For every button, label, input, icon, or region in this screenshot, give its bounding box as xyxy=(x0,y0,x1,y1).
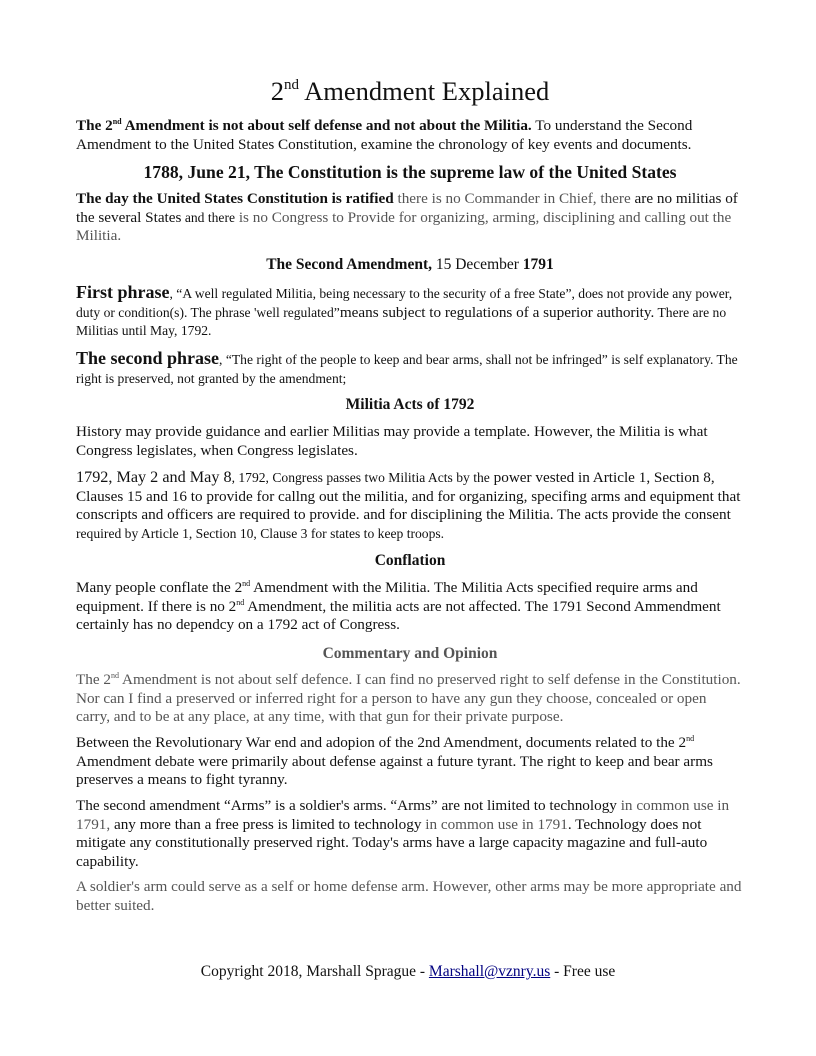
conflation-text-3: Amendment, the militia acts are not affected. The 1791 Second Ammendment certainly has no dependcy on a 1792 act of Congress. xyxy=(76,597,721,634)
militia-1792-text-3: required by Article 1, Section 10, Clause 3 xyxy=(76,525,308,541)
revolution-text-1: Between the Revolutionary War end and adopion of the 2nd Amendment, documents related to the 2 xyxy=(76,734,687,751)
arms-text-2: any more than a free press is limited to technology xyxy=(110,815,422,833)
first-phrase-paragraph xyxy=(76,283,744,341)
self-defence-superscript: nd xyxy=(111,671,120,680)
militia-1792-text-1: , 1792, Congress passes two Militia Acts by the xyxy=(231,470,490,485)
militia-1792-text-2: power vested in Article 1, Section 8, Clauses 15 and 16 to provide for callng out the militia, and for organizing, specifing arms and equipment that conscripts and officers are required to provide. and for disciplining the Militia. The acts provide the consent xyxy=(76,469,741,524)
title-text: 2 xyxy=(270,76,284,106)
conflation-text-1: Many people conflate the 2 xyxy=(76,579,243,596)
ratified-text-1: there is no Commander in Chief, there xyxy=(393,190,631,207)
self-defence-paragraph xyxy=(76,671,744,727)
heading-1788: 1788, June 21, The Constitution is the supreme law of the United States xyxy=(143,162,677,182)
second-phrase-lead: The second phrase xyxy=(76,348,220,368)
footer xyxy=(0,962,816,982)
arms-gray-1: in common use in 1791, xyxy=(76,797,730,833)
intro-superscript: nd xyxy=(112,117,122,126)
first-phrase-lead: First phrase xyxy=(76,282,170,302)
conflation-superscript-2: nd xyxy=(236,597,245,607)
first-phrase-text-3: There are no Militias until May, 1792. xyxy=(76,304,727,339)
intro-paragraph xyxy=(76,117,744,154)
heading-militia-acts: Militia Acts of 1792 xyxy=(345,396,475,413)
self-defence-text-1: The 2 xyxy=(76,671,112,688)
history-paragraph: History may provide guidance and earlier Militias may provide a template. However, the Militia is what Congress legislates, when Congress legislates. xyxy=(76,423,708,459)
ratified-text-2: are no militias of the several States xyxy=(76,190,738,226)
revolution-text-2: Amendment debate were primarily about defense against a future tyrant. The right to keep and bear arms preserves a means to fight tyranny. xyxy=(76,752,713,789)
footer-free-use: - Free use xyxy=(550,963,616,980)
ratified-bold: The day the United States Constitution is ratified xyxy=(76,190,394,207)
second-phrase-paragraph xyxy=(76,349,744,388)
footer-copyright: Copyright 2018, Marshall Sprague - xyxy=(200,963,429,980)
conflation-paragraph xyxy=(76,579,744,635)
title-superscript: nd xyxy=(284,77,299,93)
heading-second-year: 1791 xyxy=(522,256,554,273)
first-phrase-text-2: means subject to regulations of a superior authority. xyxy=(339,303,655,321)
revolution-superscript: nd xyxy=(686,734,695,743)
militia-1792-paragraph xyxy=(76,468,744,543)
first-phrase-text-1: , “A well regulated Militia, being necessary to the security of a free State”, does not provide any power, duty or condition(s). The phrase 'well regulated” xyxy=(76,286,733,320)
heading-conflation: Conflation xyxy=(374,552,446,569)
heading-second-amendment xyxy=(76,255,744,275)
heading-second-bold: The Second Amendment, xyxy=(266,256,432,273)
heading-commentary: Commentary and Opinion xyxy=(322,645,498,662)
arms-paragraph xyxy=(76,797,744,871)
militia-1792-lead: 1792, May 2 and May 8 xyxy=(76,468,232,486)
ratified-text-4: is no Congress to Provide for organizing, arming, disciplining and calling out the Militia. xyxy=(76,208,732,245)
title-text-rest: Amendment Explained xyxy=(299,76,550,106)
footer-email-link[interactable]: Marshall@vznry.us xyxy=(428,963,551,980)
intro-bold-rest: Amendment is not about self defense and not about the Militia. xyxy=(121,117,532,134)
ratified-text-3: and there xyxy=(181,209,236,225)
arms-text-3: . Technology does not mitigate any constitutionally preserved right. Today's arms have a large capacity magazine and full-auto capability. xyxy=(76,815,708,870)
intro-text: To understand the Second Amendment to the United States Constitution, examine the chronology of key events and documents. xyxy=(76,117,693,153)
revolution-paragraph xyxy=(76,734,744,790)
soldier-arm-paragraph: A soldier's arm could serve as a self or home defense arm. However, other arms may be more appropriate and better suited. xyxy=(76,878,742,914)
arms-gray-2: in common use in 1791 xyxy=(421,815,568,833)
militia-1792-text-4: for states to keep troops. xyxy=(307,525,445,541)
self-defence-text-2: Amendment is not about self defence. I can find no preserved right to self defense in the Constitution. Nor can I find a preserved or inferred right for a person to have any gun they choose, concealed or open carry, and to be at any place, at any time, with that gun for their private purpose. xyxy=(76,671,741,726)
ratified-paragraph xyxy=(76,190,744,246)
arms-text-1: The second amendment “Arms” is a soldier's arms. “Arms” are not limited to technology xyxy=(76,797,617,814)
second-phrase-text: , “The right of the people to keep and bear arms, shall not be infringed” is self explanatory. The right is preserved, not granted by the amendment; xyxy=(76,352,738,386)
heading-second-date: 15 December xyxy=(431,256,523,273)
intro-bold: The 2 xyxy=(76,117,113,134)
conflation-text-2: Amendment with the Militia. The Militia Acts specified require arms and equipment. If there is no 2 xyxy=(76,579,698,615)
document-title xyxy=(76,74,744,108)
conflation-superscript-1: nd xyxy=(242,579,251,588)
